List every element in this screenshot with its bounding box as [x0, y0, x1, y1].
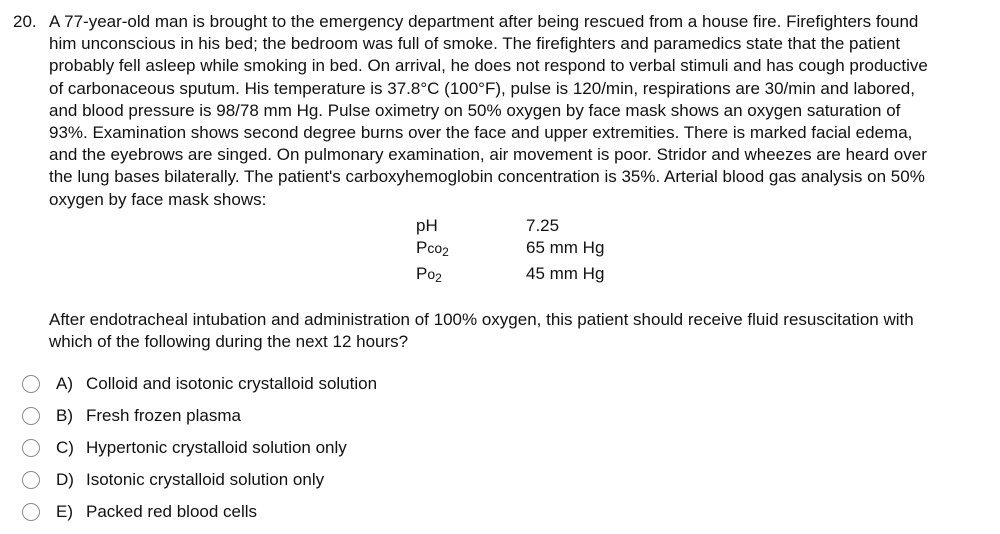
- lab-value: 45 mm Hg: [526, 264, 605, 283]
- option-letter: D): [56, 470, 74, 489]
- lab-values-table: [416, 215, 604, 290]
- stem-line: him unconscious in his bed; the bedroom was full of smoke. The firefighters and paramedics state that the patient: [49, 34, 901, 54]
- option-b[interactable]: [22, 400, 377, 432]
- option-text: Isotonic crystalloid solution only: [86, 470, 325, 489]
- lab-name-prefix: P: [416, 237, 428, 257]
- option-c[interactable]: [22, 432, 377, 464]
- radio-button-icon[interactable]: [22, 439, 40, 457]
- option-letter: B): [56, 406, 73, 425]
- stem-line: oxygen by face mask shows:: [49, 189, 267, 209]
- lab-row-ph: [416, 215, 604, 237]
- option-text: Fresh frozen plasma: [86, 406, 241, 425]
- stem-line: and the eyebrows are singed. On pulmonary examination, air movement is poor. Stridor and wheezes are heard over: [49, 145, 927, 165]
- option-a[interactable]: [22, 368, 377, 400]
- radio-button-icon[interactable]: [22, 471, 40, 489]
- option-letter: A): [56, 374, 73, 393]
- stem-line: of carbonaceous sputum. His temperature is 37.8°C (100°F), pulse is 120/min, respirations are 30/min and labored,: [49, 78, 915, 98]
- stem-line: A 77-year-old man is brought to the emergency department after being rescued from a house fire. Firefighters found: [49, 12, 919, 31]
- option-e[interactable]: [22, 496, 377, 528]
- radio-button-icon[interactable]: [22, 503, 40, 521]
- lab-value: 65 mm Hg: [526, 237, 605, 257]
- stem-line: 93%. Examination shows second degree burns over the face and upper extremities. There is marked facial edema,: [49, 123, 913, 143]
- radio-button-icon[interactable]: [22, 375, 40, 393]
- option-text: Packed red blood cells: [86, 502, 258, 521]
- lab-name: [416, 215, 526, 237]
- prompt-line: which of the following during the next 12 hours?: [49, 332, 409, 352]
- lab-name-subscript: 2: [442, 244, 449, 259]
- option-text: Hypertonic crystalloid solution only: [86, 438, 347, 457]
- stem-line: the lung bases bilaterally. The patient's carboxyhemoglobin concentration is 35%. Arterial blood gas analysis on 50%: [49, 167, 925, 187]
- lab-name: [416, 263, 526, 290]
- lab-row-po2: [416, 263, 604, 290]
- lab-row-pco2: [416, 237, 604, 264]
- stem-line: probably fell asleep while smoking in bed. On arrival, he does not respond to verbal stimuli and has cough productive: [49, 56, 928, 76]
- question-number: 20.: [13, 12, 37, 31]
- question-prompt: [49, 309, 914, 353]
- prompt-line: After endotracheal intubation and administration of 100% oxygen, this patient should receive fluid resuscitation with: [49, 310, 914, 329]
- lab-name-subscript: 2: [435, 271, 442, 285]
- lab-value: 7.25: [526, 216, 560, 235]
- option-letter: E): [56, 502, 73, 521]
- answer-options: [22, 368, 377, 528]
- lab-name-smallcaps: o: [427, 266, 436, 282]
- question-stem: [49, 11, 989, 211]
- lab-name-smallcaps: co: [427, 239, 443, 256]
- lab-name-prefix: P: [416, 264, 428, 283]
- option-letter: C): [56, 438, 74, 457]
- option-d[interactable]: [22, 464, 377, 496]
- stem-line: and blood pressure is 98/78 mm Hg. Pulse oximetry on 50% oxygen by face mask shows an oxygen saturation of: [49, 100, 901, 120]
- option-text: Colloid and isotonic crystalloid solution: [86, 374, 378, 393]
- lab-name: [416, 237, 526, 264]
- lab-name-prefix: pH: [416, 216, 438, 235]
- radio-button-icon[interactable]: [22, 407, 40, 425]
